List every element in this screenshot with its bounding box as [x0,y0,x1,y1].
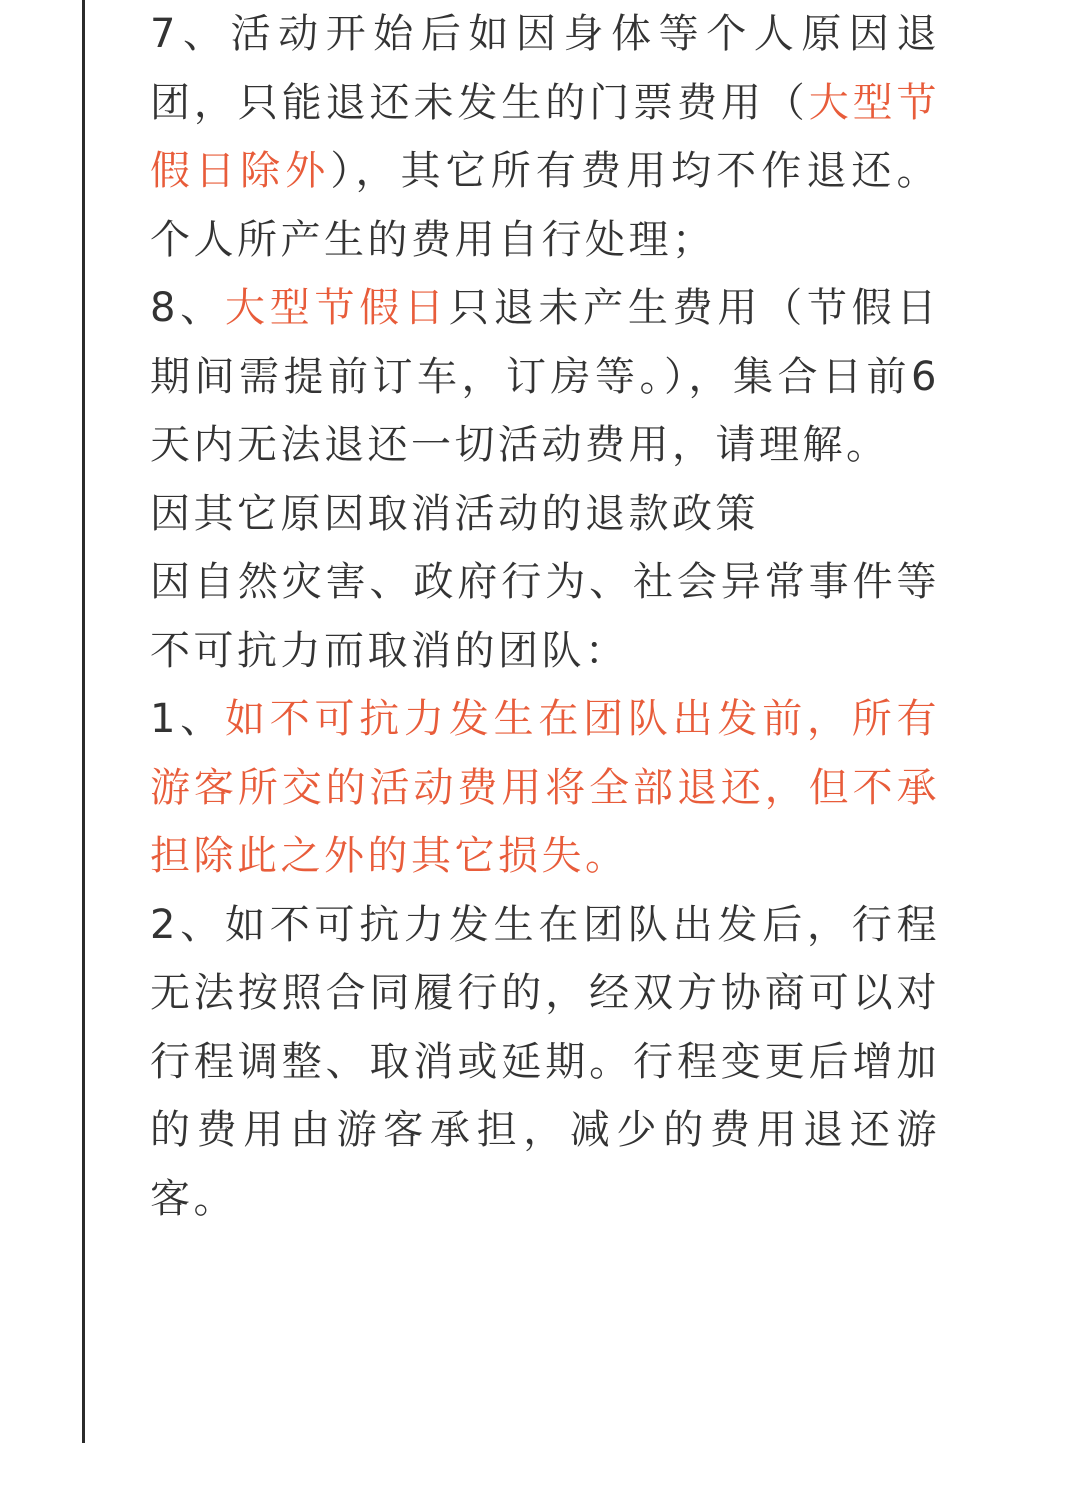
rule-1-highlight: 如不可抗力发生在团队出发前，所有游客所交的活动费用将全部退还，但不承担除此之外的其它损失。 [150,696,940,879]
left-border-line [82,0,85,1443]
other-reasons-heading: 因其它原因取消活动的退款政策 [150,490,759,537]
policy-item-8 [150,274,940,480]
policy-item-7 [150,0,940,274]
item-8-number: 8、 [150,285,225,331]
force-majeure-intro: 因自然灾害、政府行为、社会异常事件等不可抗力而取消的团队： [150,559,940,674]
item-7-highlight: 大型节假日除外 [150,79,941,194]
force-majeure-rule-2: 2、如不可抗力发生在团队出发后，行程无法按照合同履行的，经双方协商可以对行程调整、取消或延期。行程变更后增加的费用由游客承担，减少的费用退还游客。 [150,901,940,1222]
item-8-text-after: 只退未产生费用（节假日期间需提前订车，订房等。），集合日前6天内无法退还一切活动费用，请理解。 [150,285,941,468]
item-7-text-before: 7、活动开始后如因身体等个人原因退团，只能退还未发生的门票费用（ [150,11,940,126]
force-majeure-rule-1 [150,685,940,891]
item-8-highlight: 大型节假日 [224,285,449,331]
rule-1-number: 1、 [150,696,225,742]
item-7-text-after: ），其它所有费用均不作退还。个人所产生的费用自行处理； [150,148,941,263]
refund-policy-text [150,0,940,1233]
